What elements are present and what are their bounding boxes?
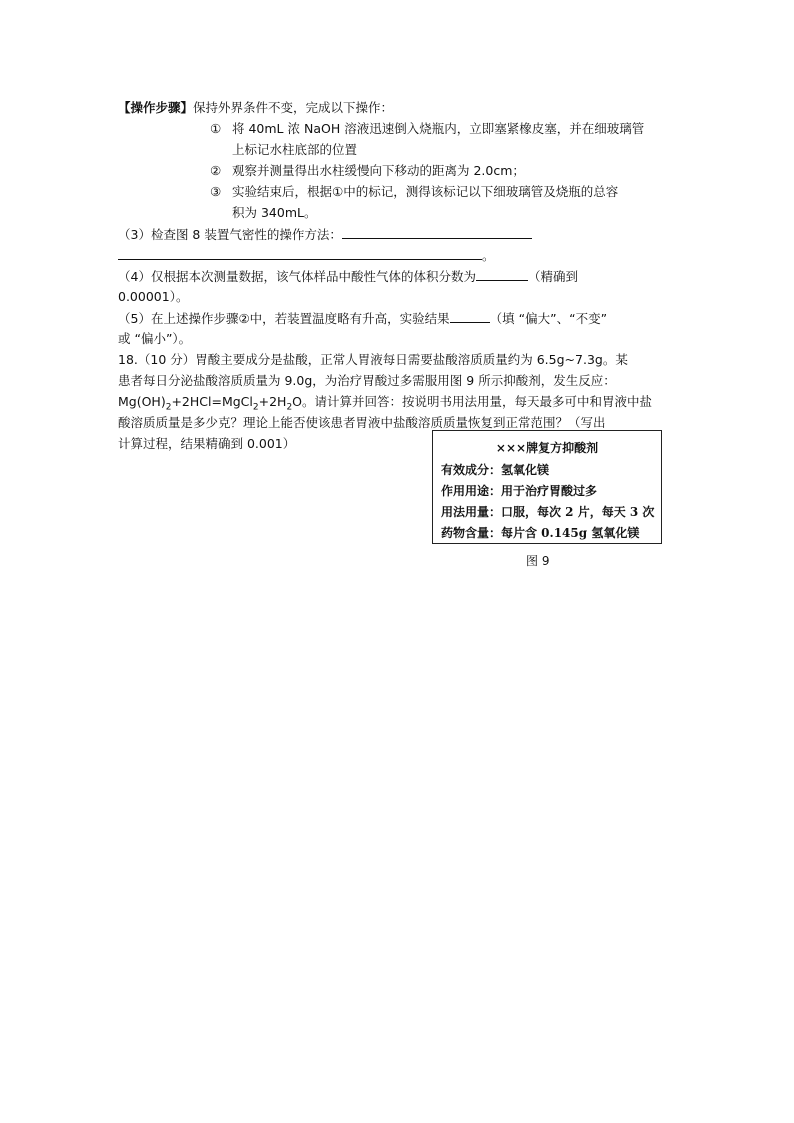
step-1-num: ① — [210, 121, 222, 136]
step-3-cont: 积为 340mL。 — [232, 205, 317, 220]
label-row-ingredient: 有效成分：氢氧化镁 — [441, 463, 550, 477]
label-title: ×××牌复方抑酸剂 — [495, 441, 599, 455]
step-1-cont: 上标记水柱底部的位置 — [232, 142, 358, 157]
step-2 — [210, 163, 525, 179]
eq-part-a: Mg(OH) — [118, 394, 166, 409]
q18-line-1: 18.（10 分）胃酸主要成分是盐酸，正常人胃液每日需要盐酸溶质质量约为 6.5g~7.3g。某 — [118, 352, 628, 367]
q3-text: （3）检查图 8 装置气密性的操作方法： — [118, 227, 342, 242]
q5-cont: 或 “偏小”）。 — [118, 331, 192, 346]
q4-text: （4）仅根据本次测量数据，该气体样品中酸性气体的体积分数为 — [118, 269, 476, 284]
medicine-label-box — [432, 430, 662, 544]
step-1 — [210, 121, 644, 137]
q5-text-b: （填 “偏大”、“不变” — [489, 311, 608, 326]
q5-text: （5）在上述操作步骤②中，若装置温度略有升高，实验结果 — [118, 311, 450, 326]
q3-answer-blank[interactable] — [342, 226, 532, 239]
step-2-text: 观察并测量得出水柱缓慢向下移动的距离为 2.0cm； — [232, 163, 525, 178]
q18-line-2: 患者每日分泌盐酸溶质质量为 9.0g，为治疗胃酸过多需服用图 9 所示抑酸剂，发生反应： — [118, 373, 616, 388]
eq-sub-2: 2 — [252, 402, 259, 413]
step-2-num: ② — [210, 163, 222, 178]
eq-part-d: O。请计算并回答：按说明书用法用量，每天最多可中和胃液中盐 — [292, 394, 653, 409]
question-4 — [118, 268, 578, 285]
q18-line-5: 计算过程，结果精确到 0.001） — [118, 436, 296, 451]
q18-line-4: 酸溶质质量是多少克？理论上能否使该患者胃液中盐酸溶质质量恢复到正常范围？（写出 — [118, 415, 606, 430]
q4-text-b: （精确到 — [527, 269, 578, 284]
label-row-usage: 作用用途：用于治疗胃酸过多 — [441, 484, 598, 498]
figure-caption: 图 9 — [526, 554, 550, 568]
step-3-text: 实验结束后，根据①中的标记，测得该标记以下细玻璃管及烧瓶的总容 — [232, 184, 619, 199]
step-1-text: 将 40mL 浓 NaOH 溶液迅速倒入烧瓶内，立即塞紧橡皮塞，并在细玻璃管 — [232, 121, 645, 136]
question-3-cont — [118, 247, 495, 264]
q4-cont: 0.00001）。 — [118, 289, 189, 304]
step-3-num: ③ — [210, 184, 222, 199]
question-3 — [118, 226, 532, 243]
eq-part-c: +2H — [258, 394, 287, 409]
q18-equation-line — [118, 394, 652, 416]
eq-sub-1: 2 — [165, 402, 172, 413]
label-row-dosage: 用法用量：口服，每次 2 片，每天 3 次 — [441, 505, 655, 519]
steps-line — [118, 100, 393, 116]
question-5 — [118, 310, 607, 327]
label-row-content: 药物含量：每片含 0.145g 氢氧化镁 — [441, 526, 640, 540]
steps-heading: 【操作步骤】 — [118, 100, 194, 115]
q5-answer-blank[interactable] — [450, 310, 490, 323]
q3-end: 。 — [482, 248, 495, 263]
eq-sub-3: 2 — [286, 402, 293, 413]
q4-answer-blank[interactable] — [476, 268, 528, 281]
q3-answer-blank-2[interactable] — [118, 247, 482, 260]
step-3 — [210, 184, 618, 200]
steps-intro: 保持外界条件不变，完成以下操作： — [193, 100, 394, 115]
eq-part-b: +2HCl=MgCl — [171, 394, 253, 409]
